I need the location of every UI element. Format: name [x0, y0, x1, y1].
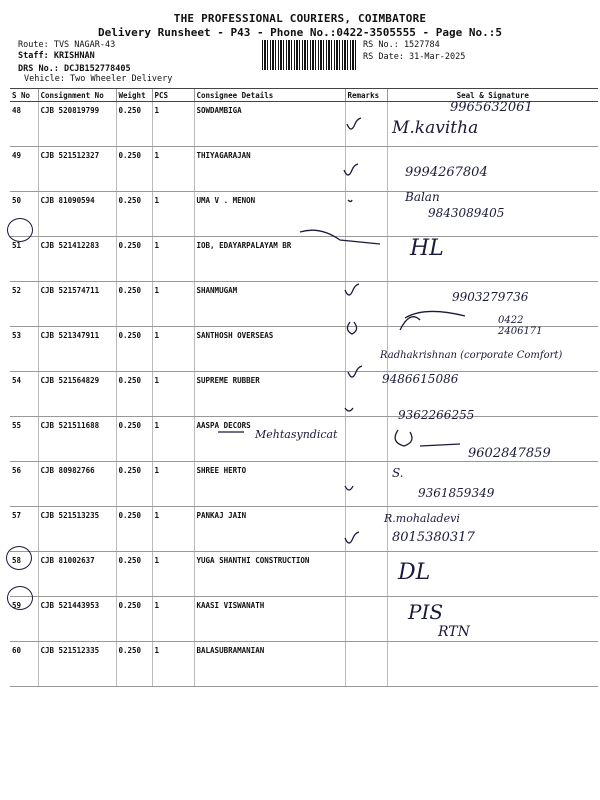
cell-sno: 52	[10, 282, 38, 327]
cell-pcs: 1	[152, 552, 194, 597]
cell-consignee: AASPA DECORS	[194, 417, 345, 462]
cell-sno: 57	[10, 507, 38, 552]
cell-sno: 56	[10, 462, 38, 507]
cell-consignment: CJB 521412283	[38, 237, 116, 282]
cell-consignee: UMA V . MENON	[194, 192, 345, 237]
hw-r49-phone: 9994267804	[405, 165, 488, 180]
tick-mark	[345, 408, 353, 411]
cell-consignment: CJB 521574711	[38, 282, 116, 327]
cell-sno: 54	[10, 372, 38, 417]
col-consignment: Consignment No	[38, 89, 116, 102]
cell-sno: 51	[10, 237, 38, 282]
cell-sno: 55	[10, 417, 38, 462]
cell-weight: 0.250	[116, 462, 152, 507]
cell-pcs: 1	[152, 192, 194, 237]
cell-consignment: CJB 521347911	[38, 327, 116, 372]
hw-r50-phone: 9843089405	[428, 206, 505, 220]
staff-label: Staff: KRISHNAN	[18, 51, 95, 61]
cell-pcs: 1	[152, 327, 194, 372]
cell-weight: 0.250	[116, 372, 152, 417]
cell-weight: 0.250	[116, 597, 152, 642]
cell-consignee: SANTHOSH OVERSEAS	[194, 327, 345, 372]
rs-date-label: RS Date: 31-Mar-2025	[363, 52, 466, 62]
runsheet-subtitle: Delivery Runsheet - P43 - Phone No.:0422-3505555 - Page No.:5	[98, 26, 502, 39]
cell-consignment: CJB 521512335	[38, 642, 116, 687]
scribble-mark	[400, 311, 465, 330]
tick-mark	[344, 164, 358, 175]
hw-r53-phone: 0422 2406171	[498, 315, 543, 337]
cell-pcs: 1	[152, 372, 194, 417]
col-weight: Weight	[116, 89, 152, 102]
cell-pcs: 1	[152, 462, 194, 507]
cell-consignment: CJB 80982766	[38, 462, 116, 507]
cell-consignee: SUPREME RUBBER	[194, 372, 345, 417]
cell-pcs: 1	[152, 642, 194, 687]
tick-mark	[347, 118, 361, 129]
cell-weight: 0.250	[116, 642, 152, 687]
cell-consignee: SHREE HERTO	[194, 462, 345, 507]
hw-r60-sig: PIS	[408, 600, 444, 624]
cell-consignment: CJB 520819799	[38, 102, 116, 147]
cell-consignment: CJB 521512327	[38, 147, 116, 192]
cell-consignee: KAASI VISWANATH	[194, 597, 345, 642]
cell-consignment: CJB 521513235	[38, 507, 116, 552]
cell-sno: 50	[10, 192, 38, 237]
hw-r60-sig2: RTN	[438, 624, 470, 640]
col-signature: Seal & Signature	[387, 89, 598, 102]
hw-r59-sig: DL	[398, 560, 431, 585]
hw-r57-phone: 9361859349	[418, 486, 495, 500]
cell-pcs: 1	[152, 102, 194, 147]
vehicle-label: Vehicle: Two Wheeler Delivery	[24, 74, 173, 84]
scribble-mark	[300, 230, 380, 244]
col-pcs: PCS	[152, 89, 194, 102]
hw-r54-phone: 9486615086	[382, 372, 459, 386]
hw-r56-phone: 9602847859	[468, 446, 551, 461]
cell-sno: 49	[10, 147, 38, 192]
col-consignee: Consignee Details	[194, 89, 345, 102]
cell-sno: 48	[10, 102, 38, 147]
cell-pcs: 1	[152, 147, 194, 192]
cell-sno: 58	[10, 552, 38, 597]
cell-pcs: 1	[152, 417, 194, 462]
cell-weight: 0.250	[116, 282, 152, 327]
tick-mark	[348, 200, 352, 202]
hw-r58-sig: R.mohaladevi	[384, 512, 460, 525]
hw-r55-phone: 9362266255	[398, 408, 475, 422]
cell-weight: 0.250	[116, 417, 152, 462]
runsheet-title: THE PROFESSIONAL COURIERS, COIMBATORE	[173, 12, 427, 25]
tick-mark	[348, 366, 362, 377]
cell-pcs: 1	[152, 282, 194, 327]
route-label: Route: TVS NAGAR-43	[18, 40, 116, 50]
cell-weight: 0.250	[116, 237, 152, 282]
cell-pcs: 1	[152, 597, 194, 642]
hw-r56-extra: Mehtasyndicat	[255, 428, 338, 441]
hw-r48-sig: M.kavitha	[392, 118, 479, 138]
col-sno: S No	[10, 89, 38, 102]
col-remarks: Remarks	[345, 89, 387, 102]
drs-label: DRS No.: DCJB152778405	[18, 64, 131, 74]
cell-consignee: YUGA SHANTHI CONSTRUCTION	[194, 552, 345, 597]
cell-consignment: CJB 521564829	[38, 372, 116, 417]
cell-weight: 0.250	[116, 552, 152, 597]
tick-mark	[347, 322, 356, 334]
cell-consignee: SOWDAMBIGA	[194, 102, 345, 147]
hw-r57-sig: S.	[392, 466, 404, 480]
scribble-mark	[395, 430, 460, 446]
tick-mark	[345, 532, 359, 543]
tick-mark	[345, 486, 353, 490]
cell-consignee: IOB, EDAYARPALAYAM BR	[194, 237, 345, 282]
cell-weight: 0.250	[116, 147, 152, 192]
hw-r58-phone: 8015380317	[392, 530, 475, 545]
cell-sno: 59	[10, 597, 38, 642]
cell-pcs: 1	[152, 237, 194, 282]
cell-consignee: SHANMUGAM	[194, 282, 345, 327]
cell-weight: 0.250	[116, 102, 152, 147]
hw-r50-name: Balan	[405, 190, 440, 204]
cell-consignment: CJB 81002637	[38, 552, 116, 597]
cell-sno: 60	[10, 642, 38, 687]
cell-consignment: CJB 521443953	[38, 597, 116, 642]
tick-mark	[345, 284, 359, 295]
hw-r54-name: Radhakrishnan (corporate Comfort)	[380, 350, 563, 361]
hw-r48-phone: 9965632061	[450, 100, 533, 115]
cell-consignment: CJB 521511688	[38, 417, 116, 462]
cell-consignee: THIYAGARAJAN	[194, 147, 345, 192]
cell-consignee: PANKAJ JAIN	[194, 507, 345, 552]
cell-weight: 0.250	[116, 192, 152, 237]
cell-consignment: CJB 81090594	[38, 192, 116, 237]
cell-weight: 0.250	[116, 327, 152, 372]
hw-r52-phone: 9903279736	[452, 290, 529, 304]
cell-sno: 53	[10, 327, 38, 372]
hw-r51-sig: HL	[410, 236, 444, 261]
cell-weight: 0.250	[116, 507, 152, 552]
rs-no-label: RS No.: 1527784	[363, 40, 440, 50]
cell-pcs: 1	[152, 507, 194, 552]
cell-consignee: BALASUBRAMANIAN	[194, 642, 345, 687]
